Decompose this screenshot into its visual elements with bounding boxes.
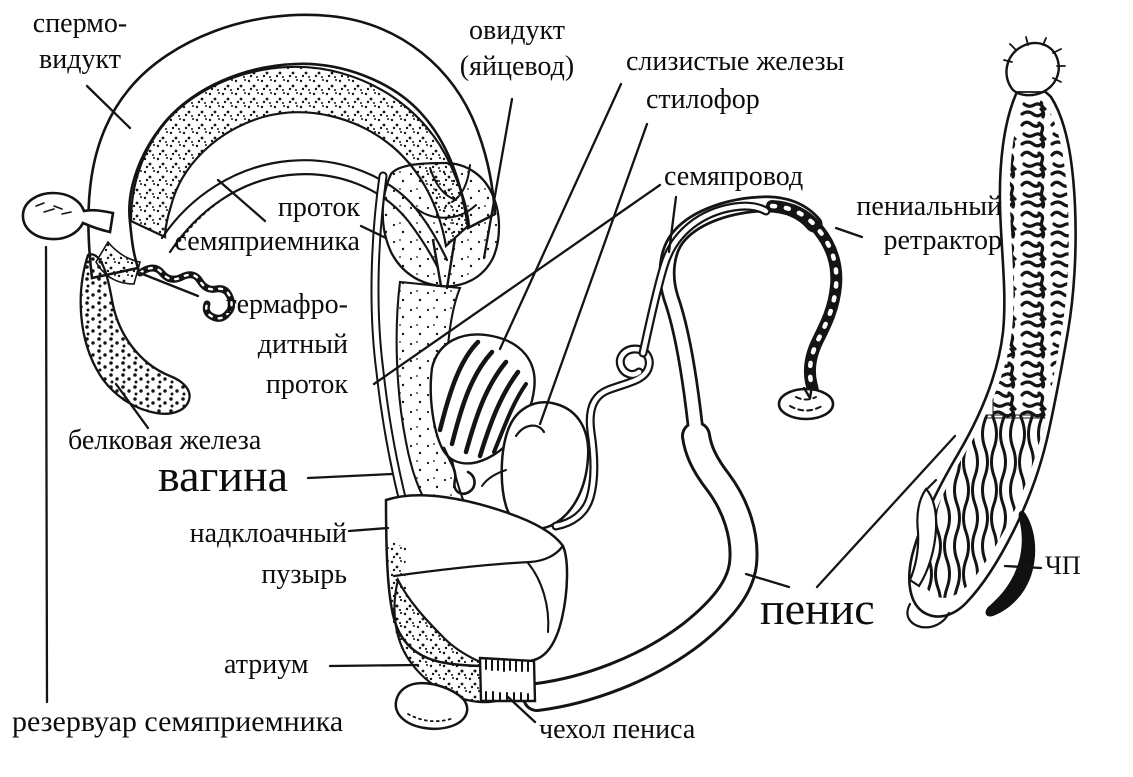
label-supracloacal-bladder-line2: пузырь <box>261 559 347 590</box>
label-vagina: вагина <box>158 450 289 501</box>
label-penis: пенис <box>760 583 875 634</box>
label-penis-sheath: чехол пениса <box>539 714 696 745</box>
label-supracloacal-bladder-line1: надклоачный <box>189 518 347 549</box>
label-seminal-receptacle-duct-line2: семяприемника <box>174 226 360 257</box>
penis-everted-drawing <box>898 37 1085 638</box>
label-stylophore: стилофор <box>646 84 760 115</box>
label-oviduct-line1: овидукт <box>469 15 565 46</box>
label-hermaphroditic-duct-line2: дитный <box>257 329 348 360</box>
label-spermoviduct <box>22 6 138 78</box>
label-seminal-receptacle-reservoir: резервуар семяприемника <box>12 705 344 738</box>
label-oviduct <box>443 13 591 85</box>
label-seminal-receptacle-duct <box>138 191 360 259</box>
label-vas-deferens: семяпровод <box>664 161 804 192</box>
label-penis-sheath-abbrev: ЧП <box>1045 551 1081 580</box>
label-penial-retractor <box>820 190 1002 258</box>
label-hermaphroditic-duct <box>196 285 348 405</box>
label-oviduct-line2: (яйцевод) <box>459 51 575 82</box>
label-mucous-glands: слизистые железы <box>626 46 845 77</box>
label-hermaphroditic-duct-line3: проток <box>265 369 348 400</box>
label-penial-retractor-line2: ретрактор <box>883 225 1002 256</box>
label-albumen-gland: белковая железа <box>68 425 262 456</box>
label-supracloacal-bladder <box>153 513 347 595</box>
label-penial-retractor-line1: пениальный <box>856 191 1002 222</box>
penis-sheath-drawing <box>480 658 535 701</box>
label-spermoviduct-line1: спермо- <box>32 8 128 39</box>
label-atrium: атриум <box>224 649 309 680</box>
label-seminal-receptacle-duct-line1: проток <box>277 192 360 223</box>
label-spermoviduct-line2: видукт <box>39 44 121 75</box>
label-hermaphroditic-duct-line1: гермафро- <box>225 289 348 320</box>
